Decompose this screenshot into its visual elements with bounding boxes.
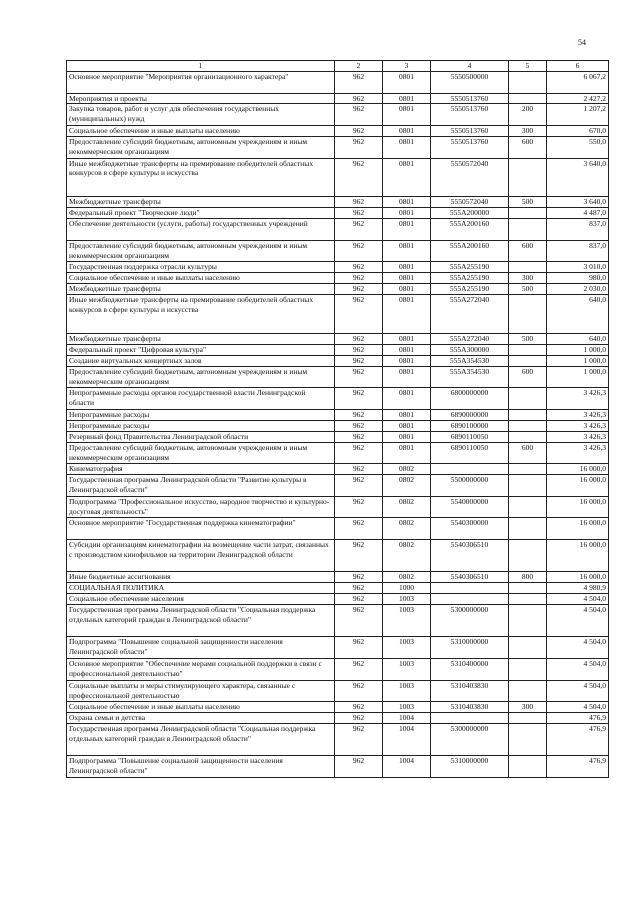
cell-expense-type — [509, 262, 547, 273]
cell-target: 5540000000 — [431, 496, 509, 518]
cell-amount: 2 427,2 — [547, 93, 609, 104]
cell-expense-type — [509, 756, 547, 778]
cell-amount: 1 000,0 — [547, 355, 609, 366]
cell-ministry: 962 — [335, 724, 383, 756]
table-row — [67, 71, 609, 93]
cell-ministry: 962 — [335, 539, 383, 571]
cell-target — [431, 464, 509, 475]
table-row — [67, 355, 609, 366]
cell-section: 0802 — [383, 464, 431, 475]
cell-amount: 3 426,3 — [547, 388, 609, 410]
cell-expense-type — [509, 158, 547, 197]
table-row — [67, 572, 609, 583]
cell-name: Подпрограмма "Повышение социальной защищенности населения Ленинградской области" — [67, 756, 335, 778]
cell-amount: 476,9 — [547, 756, 609, 778]
cell-amount: 4 980,9 — [547, 583, 609, 594]
table-row — [67, 464, 609, 475]
cell-amount: 3 426,3 — [547, 420, 609, 431]
cell-target — [431, 594, 509, 605]
cell-section: 0801 — [383, 208, 431, 219]
cell-target: 555A354530 — [431, 355, 509, 366]
cell-amount: 837,0 — [547, 240, 609, 262]
cell-name: Мероприятия и проекты — [67, 93, 335, 104]
cell-section: 0802 — [383, 496, 431, 518]
cell-expense-type — [509, 724, 547, 756]
cell-target: 5310400000 — [431, 659, 509, 681]
cell-ministry: 962 — [335, 475, 383, 497]
table-row — [67, 659, 609, 681]
cell-ministry: 962 — [335, 344, 383, 355]
cell-amount: 16 000,0 — [547, 539, 609, 571]
cell-name: Подпрограмма "Повышение социальной защищенности населения Ленинградской области" — [67, 637, 335, 659]
cell-amount: 640,0 — [547, 334, 609, 345]
cell-expense-type — [509, 219, 547, 241]
cell-section: 0801 — [383, 284, 431, 295]
cell-section: 1003 — [383, 637, 431, 659]
cell-section: 0801 — [383, 295, 431, 334]
cell-name: Иные межбюджетные трансферты на премирование победителей областных конкурсов в сфере культуры и искусства — [67, 158, 335, 197]
cell-target: 6890110050 — [431, 442, 509, 464]
cell-name: Непрограммные расходы органов государственной власти Ленинградской области — [67, 388, 335, 410]
cell-section: 1003 — [383, 605, 431, 637]
cell-expense-type — [509, 713, 547, 724]
cell-target: 5550513760 — [431, 104, 509, 126]
cell-expense-type — [509, 420, 547, 431]
cell-name: Государственная программа Ленинградской области "Социальная поддержка отдельных категорий граждан в Ленинградской области" — [67, 605, 335, 637]
cell-section: 0801 — [383, 366, 431, 388]
cell-expense-type: 300 — [509, 702, 547, 713]
cell-target: 5540306510 — [431, 539, 509, 571]
table-row — [67, 583, 609, 594]
cell-expense-type: 500 — [509, 334, 547, 345]
cell-name: Основное мероприятие "Государственная поддержка кинематографии" — [67, 518, 335, 540]
cell-name: Федеральный проект "Цифровая культура" — [67, 344, 335, 355]
cell-ministry: 962 — [335, 420, 383, 431]
table-row — [67, 594, 609, 605]
cell-section: 0801 — [383, 93, 431, 104]
table-row — [67, 136, 609, 158]
table-row — [67, 366, 609, 388]
cell-section: 0801 — [383, 334, 431, 345]
cell-section: 0801 — [383, 136, 431, 158]
cell-amount: 1 000,0 — [547, 366, 609, 388]
cell-amount: 3 640,0 — [547, 197, 609, 208]
cell-name: Предоставление субсидий бюджетным, автономным учреждениям и иным некоммерческим организациям — [67, 366, 335, 388]
cell-amount: 550,0 — [547, 136, 609, 158]
cell-target: 5310000000 — [431, 637, 509, 659]
cell-amount: 16 000,0 — [547, 572, 609, 583]
table-row — [67, 496, 609, 518]
cell-ministry: 962 — [335, 208, 383, 219]
cell-name: Обеспечение деятельности (услуги, работы) государственных учреждений — [67, 219, 335, 241]
cell-amount: 3 426,3 — [547, 409, 609, 420]
table-row — [67, 126, 609, 137]
cell-target: 5300000000 — [431, 724, 509, 756]
cell-expense-type — [509, 583, 547, 594]
table-row — [67, 334, 609, 345]
budget-table — [66, 60, 609, 778]
cell-ministry: 962 — [335, 104, 383, 126]
cell-expense-type: 600 — [509, 240, 547, 262]
cell-amount: 837,0 — [547, 219, 609, 241]
cell-target: 6890100000 — [431, 420, 509, 431]
cell-name: Федеральный проект "Творческие люди" — [67, 208, 335, 219]
cell-section: 1003 — [383, 702, 431, 713]
cell-ministry: 962 — [335, 158, 383, 197]
cell-expense-type — [509, 295, 547, 334]
cell-name: Межбюджетные трансферты — [67, 284, 335, 295]
cell-expense-type: 300 — [509, 273, 547, 284]
cell-amount: 3 426,3 — [547, 431, 609, 442]
cell-expense-type — [509, 71, 547, 93]
cell-section: 1004 — [383, 713, 431, 724]
cell-ministry: 962 — [335, 366, 383, 388]
cell-ministry: 962 — [335, 273, 383, 284]
table-row — [67, 680, 609, 702]
cell-target: 555A255190 — [431, 284, 509, 295]
cell-ministry: 962 — [335, 464, 383, 475]
cell-expense-type — [509, 680, 547, 702]
cell-amount: 3 640,0 — [547, 158, 609, 197]
cell-section: 0802 — [383, 539, 431, 571]
cell-expense-type — [509, 594, 547, 605]
cell-expense-type — [509, 605, 547, 637]
cell-expense-type — [509, 659, 547, 681]
cell-ministry: 962 — [335, 605, 383, 637]
page-number: 54 — [578, 38, 586, 47]
cell-target: 6800000000 — [431, 388, 509, 410]
cell-name: Основное мероприятие "Обеспечение мерами социальной поддержки в связи с профессиональной деятельностью" — [67, 659, 335, 681]
cell-target: 5550513760 — [431, 136, 509, 158]
cell-target: 5550513760 — [431, 93, 509, 104]
cell-target: 555A255190 — [431, 262, 509, 273]
cell-section: 0801 — [383, 344, 431, 355]
cell-section: 0801 — [383, 420, 431, 431]
cell-target: 5310403830 — [431, 680, 509, 702]
cell-amount: 3 010,0 — [547, 262, 609, 273]
cell-name: Кинематография — [67, 464, 335, 475]
cell-target: 555A255190 — [431, 273, 509, 284]
cell-target: 555A300000 — [431, 344, 509, 355]
cell-ministry: 962 — [335, 496, 383, 518]
table-row — [67, 197, 609, 208]
cell-name: Иные межбюджетные трансферты на премирование победителей областных конкурсов в сфере культуры и искусства — [67, 295, 335, 334]
cell-section: 1003 — [383, 594, 431, 605]
cell-ministry: 962 — [335, 409, 383, 420]
cell-target: 5550572040 — [431, 158, 509, 197]
cell-target: 555A200160 — [431, 240, 509, 262]
table-row — [67, 284, 609, 295]
cell-ministry: 962 — [335, 240, 383, 262]
cell-expense-type: 500 — [509, 284, 547, 295]
table-body — [67, 71, 609, 777]
cell-target: 6890110050 — [431, 431, 509, 442]
table-row — [67, 240, 609, 262]
cell-amount: 476,9 — [547, 713, 609, 724]
cell-name: Межбюджетные трансферты — [67, 334, 335, 345]
cell-section: 1003 — [383, 659, 431, 681]
cell-name: Предоставление субсидий бюджетным, автономным учреждениям и иным некоммерческим организациям — [67, 240, 335, 262]
cell-section: 0801 — [383, 431, 431, 442]
cell-target: 5310000000 — [431, 756, 509, 778]
cell-target: 5540300000 — [431, 518, 509, 540]
table-row — [67, 702, 609, 713]
cell-amount: 16 000,0 — [547, 464, 609, 475]
header-cell-amount: 6 — [547, 61, 609, 72]
cell-amount: 3 426,3 — [547, 442, 609, 464]
table-row — [67, 756, 609, 778]
cell-ministry: 962 — [335, 219, 383, 241]
cell-section: 0801 — [383, 442, 431, 464]
cell-amount: 6 067,2 — [547, 71, 609, 93]
cell-expense-type: 300 — [509, 126, 547, 137]
cell-name: Субсидии организациям кинематографии на возмещение части затрат, связанных с производством кинофильмов на территории Ленинградской области — [67, 539, 335, 571]
cell-amount: 4 504,0 — [547, 637, 609, 659]
cell-expense-type — [509, 344, 547, 355]
cell-target: 555A354530 — [431, 366, 509, 388]
cell-expense-type — [509, 637, 547, 659]
cell-amount: 16 000,0 — [547, 475, 609, 497]
cell-target: 6890000000 — [431, 409, 509, 420]
table-row — [67, 273, 609, 284]
cell-expense-type — [509, 496, 547, 518]
cell-name: Иные бюджетные ассигнования — [67, 572, 335, 583]
table-row — [67, 475, 609, 497]
cell-amount: 980,0 — [547, 273, 609, 284]
cell-ministry: 962 — [335, 284, 383, 295]
cell-ministry: 962 — [335, 262, 383, 273]
cell-amount: 4 504,0 — [547, 605, 609, 637]
cell-expense-type: 800 — [509, 572, 547, 583]
cell-ministry: 962 — [335, 388, 383, 410]
cell-amount: 4 504,0 — [547, 702, 609, 713]
cell-target: 555A200000 — [431, 208, 509, 219]
cell-name: Создание виртуальных концертных залов — [67, 355, 335, 366]
cell-ministry: 962 — [335, 431, 383, 442]
header-cell-section: 3 — [383, 61, 431, 72]
cell-section: 0802 — [383, 518, 431, 540]
cell-target: 5300000000 — [431, 605, 509, 637]
cell-ministry: 962 — [335, 680, 383, 702]
cell-ministry: 962 — [335, 355, 383, 366]
cell-ministry: 962 — [335, 713, 383, 724]
table-row — [67, 93, 609, 104]
cell-section: 0801 — [383, 219, 431, 241]
cell-target: 5550572040 — [431, 197, 509, 208]
cell-expense-type — [509, 409, 547, 420]
cell-name: Государственная программа Ленинградской области "Социальная поддержка отдельных категорий граждан в Ленинградской области" — [67, 724, 335, 756]
cell-ministry: 962 — [335, 71, 383, 93]
cell-target: 5550513760 — [431, 126, 509, 137]
cell-section: 0801 — [383, 158, 431, 197]
cell-ministry: 962 — [335, 295, 383, 334]
cell-name: Охрана семьи и детства — [67, 713, 335, 724]
table-row — [67, 388, 609, 410]
cell-name: Закупка товаров, работ и услуг для обеспечения государственных (муниципальных) нужд — [67, 104, 335, 126]
cell-expense-type — [509, 518, 547, 540]
cell-section: 0801 — [383, 104, 431, 126]
cell-name: СОЦИАЛЬНАЯ ПОЛИТИКА — [67, 583, 335, 594]
table-header — [67, 61, 609, 72]
cell-expense-type: 600 — [509, 366, 547, 388]
cell-ministry: 962 — [335, 756, 383, 778]
cell-name: Социальное обеспечение и иные выплаты населению — [67, 702, 335, 713]
cell-expense-type — [509, 431, 547, 442]
cell-section: 0801 — [383, 273, 431, 284]
header-cell-expense-type: 5 — [509, 61, 547, 72]
table-row — [67, 724, 609, 756]
cell-ministry: 962 — [335, 93, 383, 104]
cell-expense-type: 600 — [509, 442, 547, 464]
cell-name: Резервный фонд Правительства Ленинградской области — [67, 431, 335, 442]
header-cell-target: 4 — [431, 61, 509, 72]
table-row — [67, 420, 609, 431]
table-row — [67, 442, 609, 464]
cell-target: 5500000000 — [431, 475, 509, 497]
table-row — [67, 262, 609, 273]
cell-section: 0801 — [383, 126, 431, 137]
cell-amount: 2 030,0 — [547, 284, 609, 295]
cell-amount: 1 000,0 — [547, 344, 609, 355]
cell-amount: 4 504,0 — [547, 659, 609, 681]
header-cell-ministry: 2 — [335, 61, 383, 72]
cell-target — [431, 713, 509, 724]
cell-amount: 476,9 — [547, 724, 609, 756]
cell-name: Предоставление субсидий бюджетным, автономным учреждениям и иным некоммерческим организациям — [67, 442, 335, 464]
cell-section: 0801 — [383, 71, 431, 93]
cell-ministry: 962 — [335, 637, 383, 659]
cell-section: 0801 — [383, 197, 431, 208]
cell-expense-type — [509, 475, 547, 497]
cell-expense-type — [509, 539, 547, 571]
table-row — [67, 637, 609, 659]
cell-name: Социальное обеспечение населения — [67, 594, 335, 605]
cell-section: 0801 — [383, 355, 431, 366]
cell-amount: 4 504,0 — [547, 594, 609, 605]
cell-ministry: 962 — [335, 442, 383, 464]
cell-amount: 4 487,0 — [547, 208, 609, 219]
table-row — [67, 713, 609, 724]
cell-name: Подпрограмма "Профессиональное искусство, народное творчество и культурно-досуговая деятельность" — [67, 496, 335, 518]
cell-amount: 16 000,0 — [547, 496, 609, 518]
header-cell-name: 1 — [67, 61, 335, 72]
table-row — [67, 219, 609, 241]
cell-ministry: 962 — [335, 572, 383, 583]
table-row — [67, 539, 609, 571]
cell-target: 555A272040 — [431, 295, 509, 334]
header-row — [67, 61, 609, 72]
cell-target: 555A272040 — [431, 334, 509, 345]
cell-amount: 16 000,0 — [547, 518, 609, 540]
cell-name: Государственная программа Ленинградской области "Развитие культуры в Ленинградской области" — [67, 475, 335, 497]
table-row — [67, 295, 609, 334]
cell-section: 0801 — [383, 388, 431, 410]
cell-ministry: 962 — [335, 126, 383, 137]
cell-ministry: 962 — [335, 334, 383, 345]
cell-section: 0802 — [383, 572, 431, 583]
cell-expense-type — [509, 355, 547, 366]
table-row — [67, 409, 609, 420]
table-row — [67, 605, 609, 637]
cell-name: Основное мероприятие "Мероприятия организационного характера" — [67, 71, 335, 93]
cell-amount: 640,0 — [547, 295, 609, 334]
table-row — [67, 431, 609, 442]
cell-ministry: 962 — [335, 594, 383, 605]
cell-ministry: 962 — [335, 702, 383, 713]
cell-target: 5310403830 — [431, 702, 509, 713]
cell-section: 0801 — [383, 262, 431, 273]
cell-section: 0802 — [383, 475, 431, 497]
cell-expense-type: 200 — [509, 104, 547, 126]
cell-name: Социальные выплаты и меры стимулирующего характера, связанные с профессиональной деятельностью — [67, 680, 335, 702]
cell-ministry: 962 — [335, 197, 383, 208]
cell-ministry: 962 — [335, 659, 383, 681]
cell-section: 1004 — [383, 756, 431, 778]
cell-target — [431, 583, 509, 594]
table-row — [67, 208, 609, 219]
cell-target: 5550500000 — [431, 71, 509, 93]
cell-expense-type: 500 — [509, 197, 547, 208]
table-row — [67, 104, 609, 126]
cell-expense-type — [509, 93, 547, 104]
cell-target: 555A200160 — [431, 219, 509, 241]
cell-name: Межбюджетные трансферты — [67, 197, 335, 208]
cell-ministry: 962 — [335, 136, 383, 158]
cell-section: 1003 — [383, 680, 431, 702]
cell-expense-type — [509, 464, 547, 475]
cell-name: Непрограммные расходы — [67, 409, 335, 420]
cell-name: Предоставление субсидий бюджетным, автономным учреждениям и иным некоммерческим организациям — [67, 136, 335, 158]
cell-name: Социальное обеспечение и иные выплаты населению — [67, 126, 335, 137]
cell-name: Государственная поддержка отрасли культуры — [67, 262, 335, 273]
table-row — [67, 344, 609, 355]
cell-name: Социальное обеспечение и иные выплаты населению — [67, 273, 335, 284]
cell-ministry: 962 — [335, 518, 383, 540]
table-row — [67, 518, 609, 540]
cell-expense-type: 600 — [509, 136, 547, 158]
cell-amount: 4 504,0 — [547, 680, 609, 702]
cell-expense-type — [509, 208, 547, 219]
cell-name: Непрограммные расходы — [67, 420, 335, 431]
cell-section: 1004 — [383, 724, 431, 756]
cell-amount: 1 207,2 — [547, 104, 609, 126]
cell-section: 0801 — [383, 240, 431, 262]
cell-ministry: 962 — [335, 583, 383, 594]
table-row — [67, 158, 609, 197]
cell-expense-type — [509, 388, 547, 410]
cell-target: 5540306510 — [431, 572, 509, 583]
cell-section: 0801 — [383, 409, 431, 420]
cell-section: 1000 — [383, 583, 431, 594]
cell-amount: 670,0 — [547, 126, 609, 137]
